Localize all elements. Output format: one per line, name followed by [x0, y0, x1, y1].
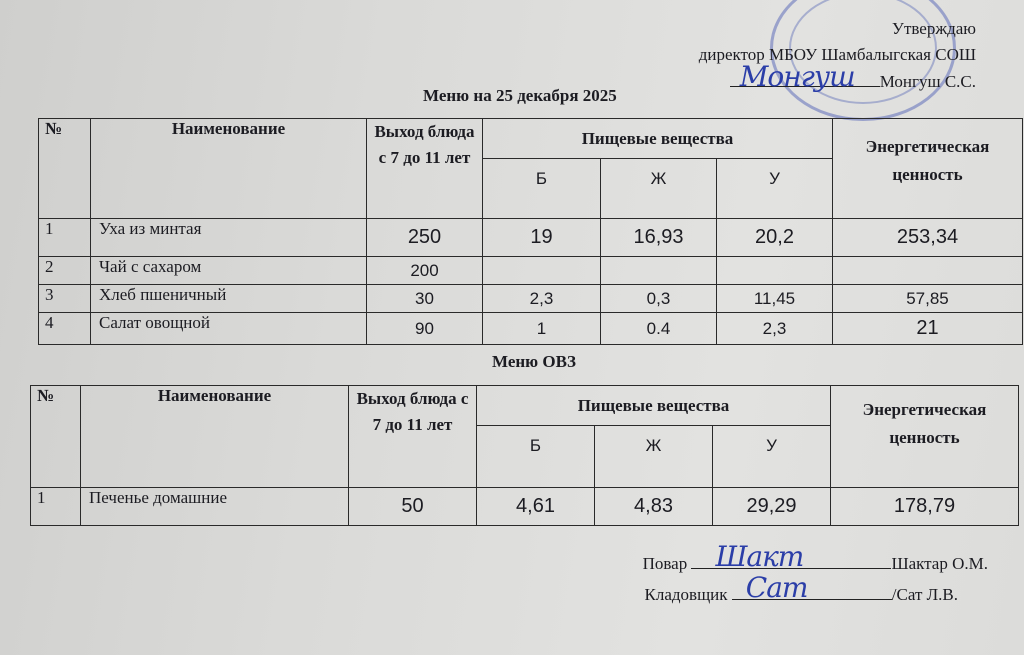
row-energy: [833, 257, 1023, 285]
col-u-header: У: [717, 159, 833, 219]
col-output-header: Выход блюда с 7 до 11 лет: [367, 119, 483, 219]
approval-block: [699, 16, 976, 95]
row-name: Печенье домашние: [81, 488, 349, 526]
row-zh: [601, 257, 717, 285]
approval-line-2: директор МБОУ Шамбалыгская СОШ: [698, 45, 976, 64]
col-no-header: №: [31, 386, 81, 488]
approval-line-1: Утверждаю: [891, 19, 976, 38]
row-b: 1: [483, 313, 601, 345]
row-name: Салат овощной: [91, 313, 367, 345]
col-no-header: №: [39, 119, 91, 219]
table-row: [39, 285, 1023, 313]
cook-line: [642, 540, 988, 579]
row-u: 2,3: [717, 313, 833, 345]
row-output: 30: [367, 285, 483, 313]
col-b-header: Б: [483, 159, 601, 219]
col-u-header: У: [713, 426, 831, 488]
row-name: Уха из минтая: [91, 219, 367, 257]
row-b: 2,3: [483, 285, 601, 313]
storekeeper-signature-line: [732, 571, 892, 604]
row-zh: 0,3: [601, 285, 717, 313]
row-zh: 0.4: [601, 313, 717, 345]
col-nutrients-header: Пищевые вещества: [483, 119, 833, 159]
cook-signature-line: [691, 540, 891, 573]
row-no: 3: [39, 285, 91, 313]
cook-label: Повар: [642, 554, 688, 573]
row-no: 1: [39, 219, 91, 257]
storekeeper-signature: Сат: [745, 571, 808, 604]
row-energy: 178,79: [831, 488, 1019, 526]
ovz-menu-title: Меню ОВЗ: [492, 352, 576, 371]
row-no: 2: [39, 257, 91, 285]
row-b: 4,61: [477, 488, 595, 526]
ovz-menu-table: [30, 385, 1019, 526]
row-energy: 21: [833, 313, 1023, 345]
row-output: 90: [367, 313, 483, 345]
main-menu-table: [38, 118, 1023, 345]
row-name: Хлеб пшеничный: [91, 285, 367, 313]
row-zh: 16,93: [601, 219, 717, 257]
row-u: 29,29: [713, 488, 831, 526]
col-energy-header: Энергетическая ценность: [833, 119, 1023, 219]
col-zh-header: Ж: [595, 426, 713, 488]
row-name: Чай с сахаром: [91, 257, 367, 285]
approval-line-3: [699, 60, 976, 95]
row-b: [483, 257, 601, 285]
table-row: [31, 488, 1019, 526]
cook-name: Шактар О.М.: [891, 554, 988, 573]
row-u: 20,2: [717, 219, 833, 257]
menu-title: Меню на 25 декабря 2025: [423, 86, 617, 105]
director-signature: Монгуш: [739, 60, 855, 93]
row-u: [717, 257, 833, 285]
storekeeper-name: /Сат Л.В.: [891, 585, 958, 604]
cook-signature: Шакт: [715, 540, 804, 573]
storekeeper-line: [643, 571, 958, 610]
col-name-header: Наименование: [81, 386, 349, 488]
signatures-block: [642, 540, 988, 610]
table-row: [39, 219, 1023, 257]
row-output: 200: [367, 257, 483, 285]
col-nutrients-header: Пищевые вещества: [477, 386, 831, 426]
row-output: 50: [349, 488, 477, 526]
row-b: 19: [483, 219, 601, 257]
row-energy: 57,85: [833, 285, 1023, 313]
col-energy-header: Энергетическая ценность: [831, 386, 1019, 488]
row-no: 4: [39, 313, 91, 345]
col-b-header: Б: [477, 426, 595, 488]
director-name: Монгуш С.С.: [879, 72, 976, 91]
table-row: [39, 257, 1023, 285]
row-zh: 4,83: [595, 488, 713, 526]
col-name-header: Наименование: [91, 119, 367, 219]
row-u: 11,45: [717, 285, 833, 313]
director-signature-line: [730, 60, 880, 93]
row-output: 250: [367, 219, 483, 257]
row-no: 1: [31, 488, 81, 526]
col-zh-header: Ж: [601, 159, 717, 219]
col-output-header: Выход блюда с 7 до 11 лет: [349, 386, 477, 488]
row-energy: 253,34: [833, 219, 1023, 257]
table-row: [39, 313, 1023, 345]
storekeeper-label: Кладовщик: [644, 585, 728, 604]
